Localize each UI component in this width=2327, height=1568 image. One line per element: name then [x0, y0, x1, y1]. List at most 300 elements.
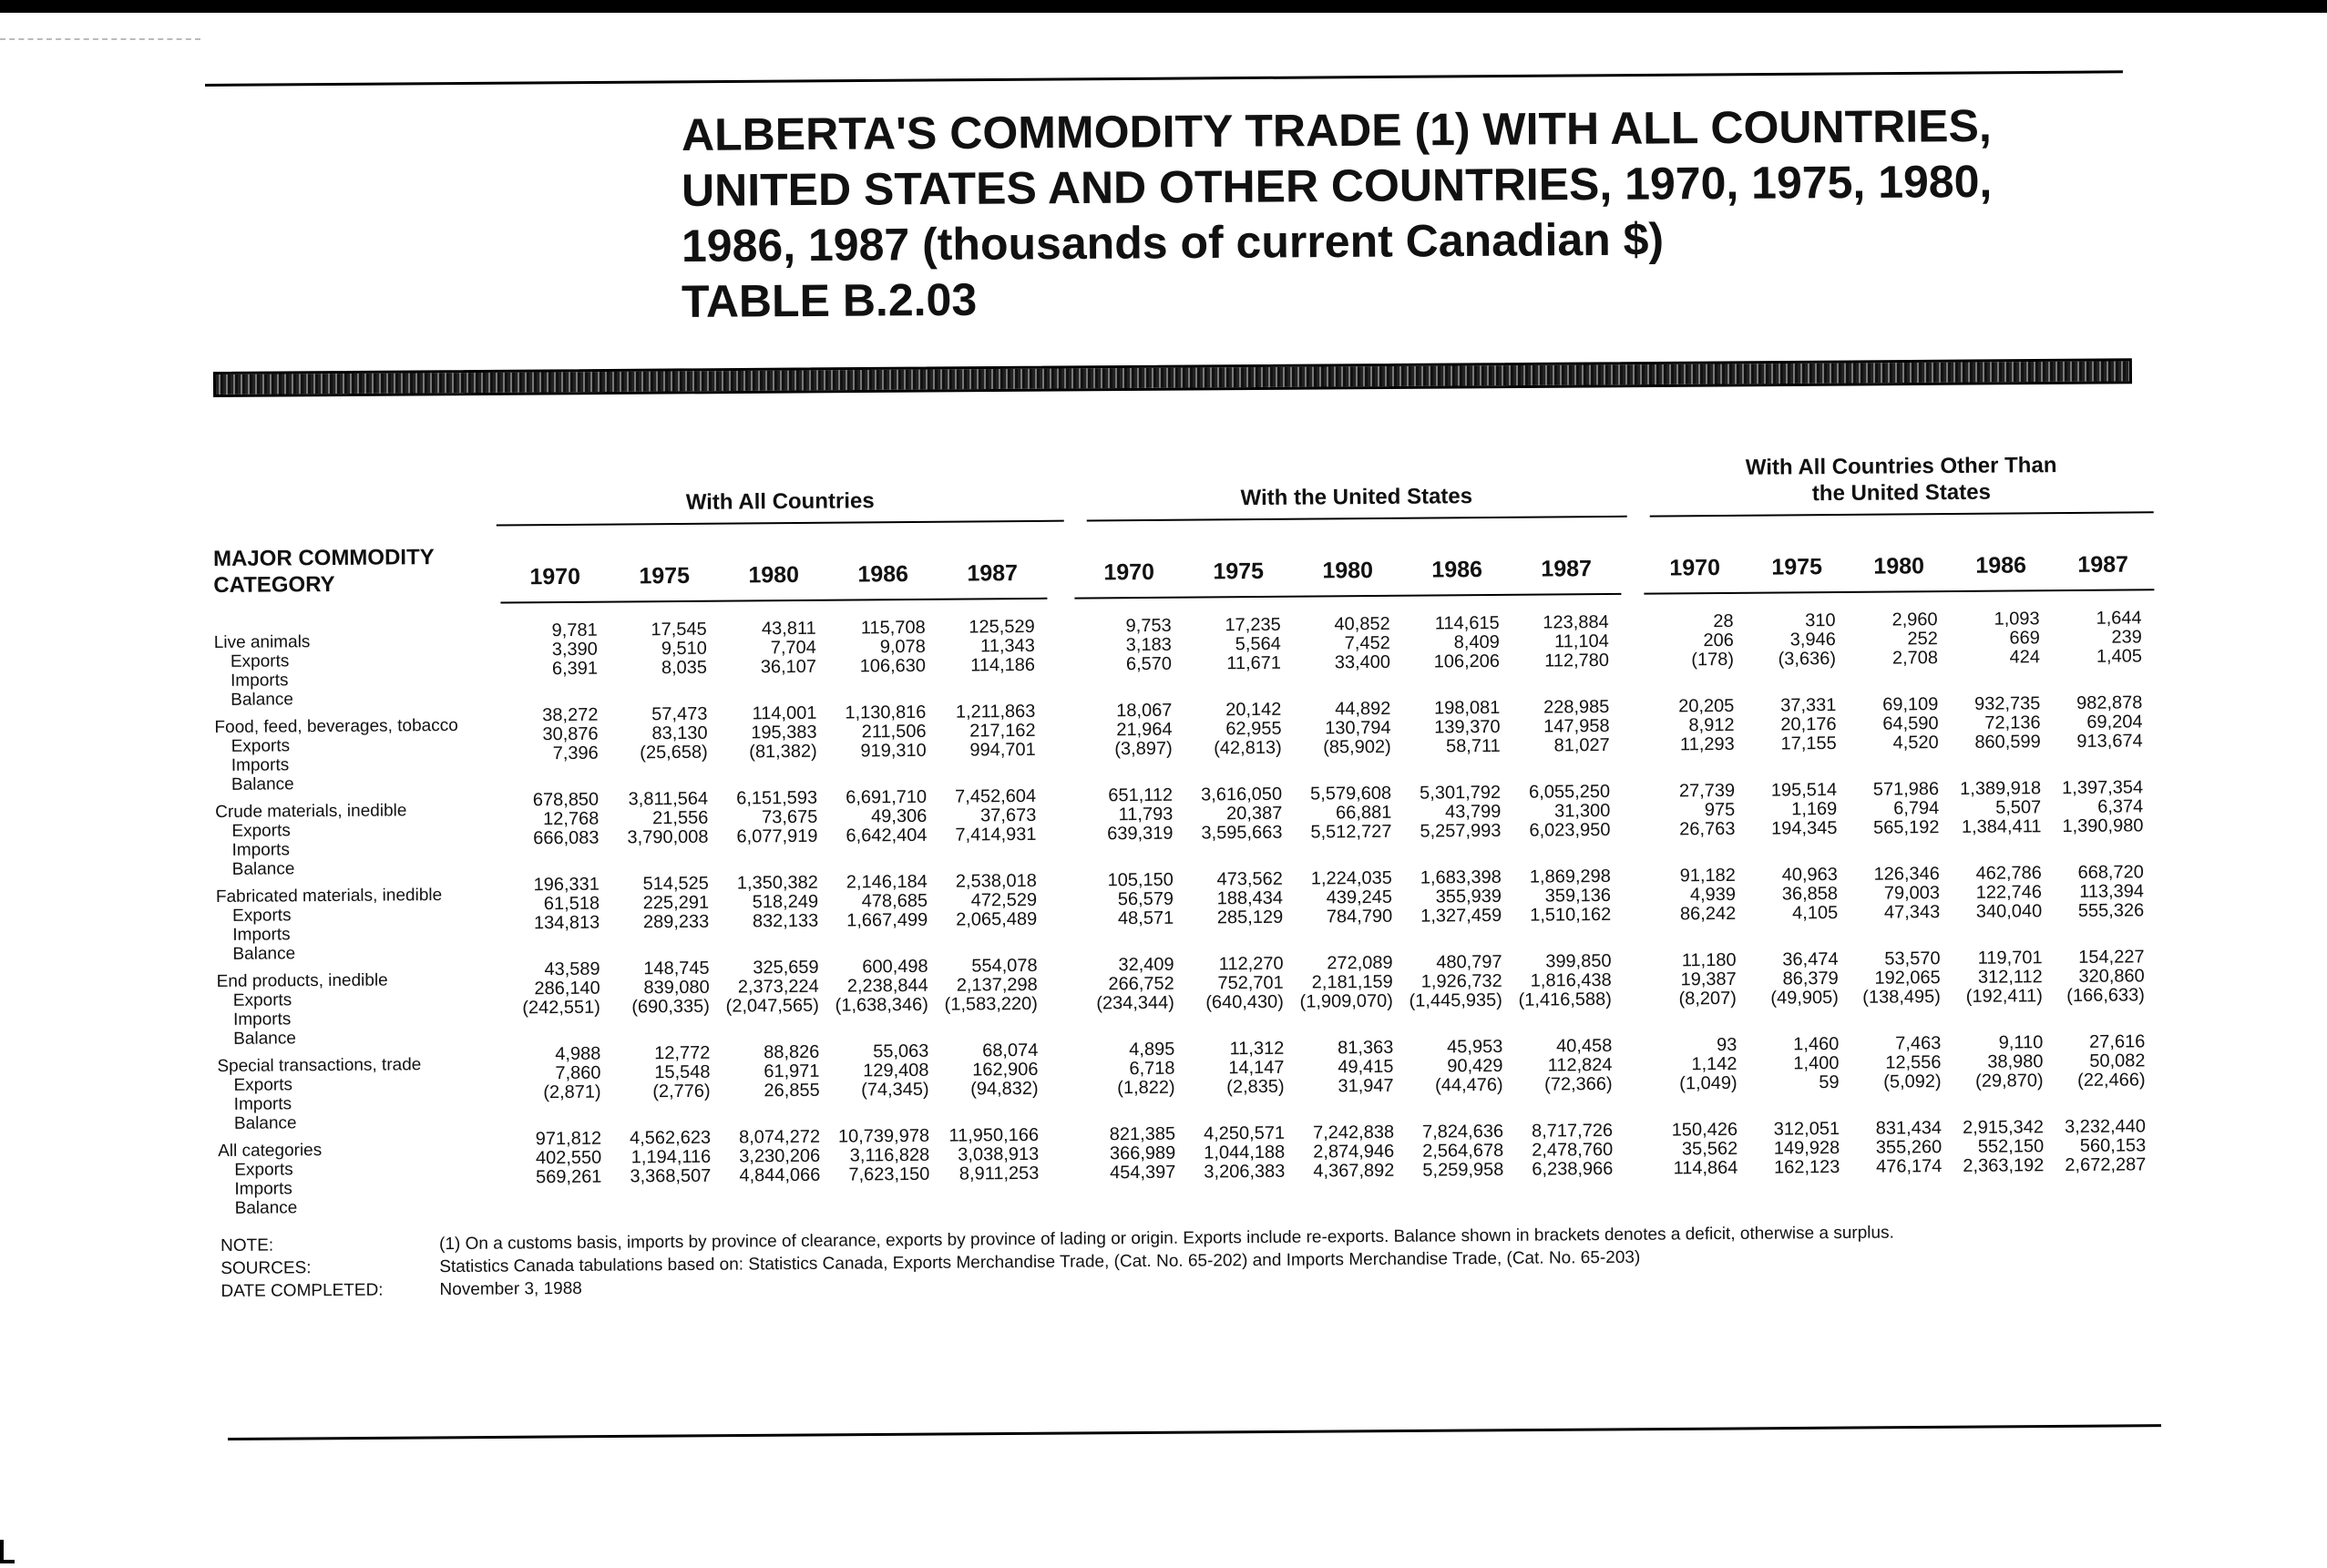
cell-value: 9,510: [661, 638, 707, 660]
cell-value: 195,383: [751, 722, 817, 743]
cell-value: 44,892: [1335, 698, 1391, 720]
cell-value: 310: [1805, 610, 1836, 631]
row-label: Exports: [234, 1160, 293, 1180]
cell-value: 3,038,913: [958, 1143, 1040, 1165]
cell-value: 272,089: [1327, 952, 1393, 974]
cell-value: (1,638,346): [835, 994, 929, 1016]
cell-value: 1,211,863: [955, 701, 1036, 723]
year-column: [1512, 698, 1623, 774]
cell-value: 1,816,438: [1530, 969, 1612, 991]
scan-corner-mark: [0, 1540, 15, 1563]
cell-value: 1,169: [1791, 799, 1838, 820]
cell-value: 1,142: [1691, 1053, 1738, 1075]
cell-value: (1,909,070): [1299, 990, 1393, 1012]
cell-value: 8,717,726: [1531, 1120, 1614, 1142]
cell-value: 971,812: [535, 1128, 602, 1150]
cell-value: 123,884: [1543, 611, 1609, 633]
year-column: [723, 958, 833, 1035]
year-column: [1953, 948, 2055, 1025]
year-headers-us: [1074, 556, 1621, 600]
cell-value: 11,343: [980, 635, 1035, 657]
cell-value: 9,781: [551, 620, 598, 641]
year-column: [504, 1045, 614, 1122]
year-column: [1747, 611, 1850, 688]
cell-value: 9,078: [879, 636, 926, 658]
year-column: [831, 873, 941, 949]
year-column: [2054, 778, 2157, 855]
year-column: [612, 875, 723, 951]
values-other: [1646, 938, 2158, 1027]
cell-value: 3,183: [1125, 634, 1172, 656]
values-us: [1075, 604, 1623, 693]
cell-value: 19,387: [1680, 968, 1737, 990]
heavy-divider-bar: [213, 358, 2132, 397]
year-column: [1747, 696, 1850, 773]
cell-value: 1,044,188: [1204, 1142, 1286, 1163]
year-headers-other: [1644, 551, 2154, 594]
row-label: Exports: [232, 906, 292, 926]
year-column: [501, 621, 611, 698]
year-column: [613, 1044, 723, 1121]
year-column: [1187, 1040, 1297, 1116]
cell-value: 26,763: [1679, 818, 1736, 840]
notes-section: [220, 1219, 2162, 1303]
cell-value: (72,366): [1544, 1073, 1613, 1095]
cell-value: 11,180: [1681, 949, 1737, 971]
year-column: [1184, 701, 1295, 777]
year-column: [614, 1129, 724, 1205]
cell-value: 225,291: [642, 892, 710, 914]
cell-value: 134,813: [533, 912, 600, 934]
cell-value: 355,260: [1875, 1137, 1943, 1158]
cell-value: 7,414,931: [955, 824, 1037, 845]
trade-table: [212, 422, 2159, 1218]
year-column: [723, 1043, 833, 1120]
cell-value: 188,434: [1216, 887, 1284, 909]
cell-value: 27,739: [1678, 780, 1736, 802]
year-column: [830, 788, 940, 865]
category-labels: [216, 952, 463, 1049]
cell-value: 114,186: [970, 654, 1036, 676]
cell-value: (640,430): [1205, 991, 1284, 1013]
cell-value: 4,844,066: [739, 1164, 821, 1186]
cell-value: 21,556: [652, 807, 709, 829]
year-header: 1986: [857, 561, 909, 588]
cell-value: 4,562,623: [629, 1127, 712, 1149]
cell-value: 196,331: [533, 874, 600, 896]
note-label: NOTE:: [220, 1235, 274, 1255]
cell-value: 2,146,184: [846, 871, 928, 893]
cell-value: 359,136: [1544, 885, 1612, 907]
values-us: [1076, 774, 1624, 863]
values-us: [1075, 689, 1623, 778]
cell-value: 125,529: [969, 616, 1035, 638]
cell-value: 639,319: [1107, 823, 1174, 845]
cell-value: 2,137,298: [956, 974, 1038, 996]
cell-value: 2,708: [1891, 648, 1939, 669]
cell-value: 1,224,035: [1310, 867, 1392, 889]
year-column: [1514, 867, 1625, 944]
cell-value: 4,988: [555, 1043, 601, 1065]
cell-value: (5,092): [1883, 1071, 1942, 1092]
cell-value: (25,658): [640, 742, 708, 764]
year-column: [2056, 1117, 2159, 1194]
cell-value: 68,074: [982, 1040, 1039, 1061]
year-column: [1078, 956, 1188, 1032]
year-column: [938, 702, 1049, 779]
row-label: Exports: [230, 651, 290, 671]
cell-value: 112,270: [1218, 953, 1284, 975]
year-column: [1406, 1038, 1516, 1114]
year-column: [1297, 1123, 1408, 1200]
cell-value: (2,776): [652, 1081, 711, 1102]
cell-value: 5,564: [1235, 633, 1281, 655]
cell-value: 58,711: [1445, 735, 1501, 757]
cell-value: 9,753: [1125, 615, 1172, 637]
title-line-1: ALBERTA'S COMMODITY TRADE (1) WITH ALL COUNTRIES,: [681, 99, 1992, 160]
values-all: [504, 1032, 1051, 1122]
year-column: [1294, 615, 1404, 692]
cell-value: 4,367,892: [1313, 1160, 1395, 1182]
cell-value: 17,235: [1225, 614, 1281, 636]
cell-value: 114,864: [1673, 1157, 1738, 1179]
cell-value: (1,583,220): [944, 993, 1038, 1015]
cell-value: 56,579: [1117, 888, 1174, 910]
year-column: [1647, 1036, 1750, 1112]
year-header: 1970: [529, 563, 581, 590]
year-column: [1296, 954, 1406, 1030]
cell-value: 565,192: [1873, 817, 1940, 838]
year-column: [1951, 610, 2054, 686]
cell-value: 1,397,354: [2062, 777, 2144, 799]
group-other-countries: [1649, 451, 2154, 517]
year-column: [1850, 780, 1953, 856]
cell-value: 162,906: [972, 1059, 1039, 1081]
cell-value: 43,811: [761, 618, 816, 640]
category-labels: [218, 1122, 465, 1218]
values-other: [1644, 600, 2155, 688]
cell-value: 217,162: [969, 720, 1036, 742]
year-column: [1078, 1040, 1188, 1117]
cell-value: 36,107: [760, 656, 817, 678]
cell-value: 106,630: [859, 655, 927, 677]
cell-value: 472,529: [970, 889, 1038, 911]
date-label: DATE COMPLETED:: [220, 1280, 384, 1301]
cell-value: 162,123: [1773, 1156, 1840, 1178]
cell-value: 476,174: [1875, 1156, 1943, 1177]
cell-value: 1,405: [2096, 646, 2143, 667]
cell-value: 678,850: [532, 789, 600, 811]
cell-value: 668,720: [2077, 862, 2144, 883]
row-label: Balance: [231, 859, 295, 879]
category-name: Fabricated materials, inedible: [215, 886, 443, 907]
cell-value: 2,874,946: [1313, 1141, 1395, 1163]
cell-value: 55,063: [873, 1040, 929, 1062]
cell-value: 1,390,980: [2062, 815, 2144, 837]
cell-value: 17,545: [651, 619, 707, 641]
year-column: [1076, 786, 1186, 863]
row-label: Imports: [234, 1179, 292, 1199]
cell-value: 7,704: [770, 637, 816, 659]
cell-value: 106,206: [1433, 651, 1501, 672]
cell-value: 38,272: [542, 704, 599, 726]
cell-value: 555,326: [2077, 900, 2145, 921]
cell-value: 312,051: [1773, 1118, 1840, 1140]
values-all: [502, 778, 1050, 867]
cell-value: 114,615: [1434, 612, 1500, 634]
cell-value: 1,384,411: [1961, 816, 2042, 837]
cell-value: 312,112: [1977, 967, 2043, 988]
year-column: [829, 703, 939, 780]
cell-value: (1,049): [1679, 1072, 1738, 1094]
cell-value: 7,623,150: [848, 1163, 930, 1185]
cell-value: 3,790,008: [627, 826, 709, 848]
cell-value: 252: [1907, 629, 1938, 650]
cell-value: 919,310: [860, 740, 927, 762]
cell-value: (178): [1691, 649, 1735, 671]
row-label: Balance: [231, 774, 294, 794]
year-header: 1970: [1669, 555, 1721, 581]
cell-value: 3,946: [1789, 630, 1836, 651]
cell-value: 36,474: [1782, 949, 1839, 970]
cell-value: (42,813): [1214, 737, 1282, 759]
cell-value: 1,644: [2096, 608, 2142, 629]
cell-value: 7,824,636: [1421, 1121, 1504, 1143]
cell-value: 1,194,116: [630, 1146, 712, 1168]
values-other: [1645, 769, 2157, 857]
cell-value: 480,797: [1436, 951, 1502, 973]
row-label: Balance: [233, 1029, 296, 1049]
cell-value: 149,928: [1773, 1137, 1840, 1159]
year-column: [1954, 1118, 2057, 1194]
year-column: [942, 1126, 1052, 1203]
cell-value: 86,242: [1679, 903, 1737, 925]
year-column: [939, 787, 1050, 864]
group-all-countries: [497, 487, 1064, 527]
year-column: [2055, 948, 2158, 1024]
cell-value: 6,691,710: [846, 786, 928, 808]
cell-value: 11,312: [1229, 1038, 1285, 1060]
cell-value: 5,301,792: [1420, 782, 1502, 804]
cell-value: 1,869,298: [1529, 866, 1611, 887]
cell-value: 2,181,159: [1311, 971, 1393, 993]
cell-value: 2,538,018: [955, 870, 1037, 892]
cell-value: 3,811,564: [628, 788, 709, 810]
year-header: 1980: [1873, 553, 1925, 579]
values-all: [503, 863, 1051, 952]
cell-value: 9,110: [1998, 1032, 2044, 1053]
values-all: [503, 948, 1051, 1037]
cell-value: (1,822): [1117, 1077, 1175, 1099]
cell-value: 6,077,919: [736, 825, 818, 847]
row-label: Imports: [231, 755, 290, 775]
cell-value: 1,350,382: [736, 872, 818, 894]
cell-value: 2,672,287: [2065, 1154, 2147, 1176]
cell-value: 211,506: [861, 721, 927, 743]
cell-value: 4,250,571: [1203, 1122, 1286, 1144]
cell-value: 340,040: [1975, 901, 2043, 922]
cell-value: 1,667,499: [846, 909, 928, 931]
cell-value: 6,642,404: [846, 825, 928, 846]
cell-value: 5,257,993: [1420, 820, 1502, 842]
title-line-2: UNITED STATES AND OTHER COUNTRIES, 1970, 1975, 1980,: [681, 155, 1993, 216]
cell-value: 43,799: [1445, 801, 1502, 823]
category-labels: [215, 783, 462, 879]
cell-value: 195,514: [1770, 780, 1838, 801]
values-all: [501, 693, 1049, 783]
category-column-header: MAJOR COMMODITY CATEGORY: [212, 545, 435, 598]
table-body: [213, 600, 2159, 1218]
year-column: [1296, 869, 1406, 946]
year-header: 1980: [748, 561, 800, 589]
cell-value: 88,826: [764, 1041, 820, 1063]
cell-value: 15,548: [654, 1061, 711, 1083]
year-header: 1980: [1322, 557, 1374, 584]
cell-value: 66,881: [1336, 802, 1392, 824]
cell-value: (22,466): [2077, 1070, 2146, 1091]
cell-value: 8,911,253: [958, 1163, 1040, 1184]
year-column: [610, 620, 721, 697]
row-label: Imports: [231, 840, 291, 860]
values-us: [1077, 858, 1625, 948]
cell-value: 14,147: [1228, 1057, 1285, 1079]
category-labels: [217, 1037, 464, 1133]
scan-artifact-line: [0, 38, 200, 40]
year-column: [2053, 609, 2156, 685]
cell-value: 366,989: [1109, 1143, 1176, 1164]
cell-value: 975: [1704, 799, 1736, 821]
cell-value: (3,897): [1114, 738, 1173, 760]
cell-value: 17,155: [1780, 733, 1837, 754]
cell-value: 2,960: [1891, 610, 1938, 630]
cell-value: 1,683,398: [1420, 866, 1502, 888]
values-us: [1079, 1112, 1626, 1202]
cell-value: 49,306: [871, 805, 928, 827]
date-text: November 3, 1988: [439, 1278, 582, 1300]
cell-value: 112,824: [1547, 1054, 1613, 1076]
row-label: Imports: [231, 671, 289, 691]
cell-value: 228,985: [1543, 696, 1610, 718]
cell-value: 6,794: [1893, 798, 1940, 819]
cell-value: 129,408: [863, 1060, 929, 1081]
year-column: [1646, 866, 1749, 943]
cell-value: (2,047,565): [725, 995, 820, 1017]
cell-value: 560,153: [2079, 1135, 2147, 1156]
cell-value: 1,926,732: [1420, 970, 1502, 992]
category-block: [218, 1108, 2159, 1218]
cell-value: (49,905): [1770, 988, 1839, 1009]
year-column: [832, 958, 942, 1034]
year-column: [1075, 702, 1185, 778]
cell-value: 91,182: [1679, 865, 1736, 886]
cell-value: (3,636): [1778, 649, 1837, 670]
cell-value: 86,379: [1782, 968, 1839, 989]
year-column: [504, 960, 614, 1037]
year-column: [833, 1127, 943, 1204]
year-column: [941, 957, 1051, 1033]
cell-value: 36,858: [1781, 884, 1839, 905]
cell-value: 473,562: [1216, 868, 1283, 890]
cell-value: (81,382): [749, 741, 817, 763]
cell-value: 150,426: [1671, 1119, 1738, 1141]
year-column: [501, 706, 611, 783]
cell-value: (1,416,588): [1518, 989, 1612, 1010]
group-label: With All Countries: [685, 488, 875, 515]
cell-value: 139,370: [1434, 716, 1501, 738]
year-column: [1849, 610, 1952, 687]
cell-value: 320,860: [2078, 966, 2145, 987]
cell-value: 21,964: [1116, 719, 1173, 741]
cell-value: 11,104: [1554, 630, 1609, 652]
cell-value: (74,345): [861, 1079, 929, 1101]
category-name: Food, feed, beverages, tobacco: [214, 715, 458, 737]
cell-value: 571,986: [1872, 779, 1940, 800]
cell-value: 28: [1713, 610, 1734, 632]
cell-value: 6,718: [1129, 1058, 1175, 1080]
cell-value: 50,082: [2089, 1050, 2146, 1071]
cell-value: 11,793: [1118, 804, 1174, 825]
cell-value: 569,261: [536, 1166, 602, 1188]
row-label: Exports: [231, 821, 291, 841]
cell-value: 4,939: [1689, 884, 1737, 906]
row-label: Balance: [234, 1198, 298, 1218]
cell-value: 1,130,816: [845, 702, 927, 723]
row-label: Balance: [233, 1113, 297, 1133]
cell-value: 2,564,678: [1422, 1140, 1504, 1162]
year-column: [940, 872, 1051, 948]
cell-value: 552,150: [1977, 1136, 2045, 1157]
year-column: [1077, 871, 1187, 948]
cell-value: 7,860: [555, 1062, 601, 1084]
cell-value: 18,067: [1116, 700, 1173, 722]
cell-value: 752,701: [1217, 972, 1284, 994]
cell-value: (166,633): [2066, 985, 2145, 1007]
cell-value: (234,344): [1096, 992, 1174, 1014]
cell-value: 5,507: [1995, 797, 2042, 818]
year-column: [1075, 617, 1185, 693]
cell-value: 49,415: [1338, 1056, 1394, 1078]
cell-value: 3,616,050: [1201, 784, 1283, 805]
category-name: Crude materials, inedible: [215, 801, 407, 822]
cell-value: 47,343: [1883, 902, 1941, 923]
year-column: [1648, 1121, 1751, 1197]
cell-value: 3,206,383: [1204, 1161, 1286, 1183]
cell-value: 206: [1703, 630, 1734, 651]
cell-value: 119,701: [1977, 948, 2043, 968]
cell-value: 32,409: [1118, 954, 1174, 976]
cell-value: 12,772: [654, 1042, 711, 1064]
year-column: [1748, 866, 1851, 942]
cell-value: (1,445,935): [1409, 989, 1502, 1011]
year-column: [1079, 1125, 1189, 1202]
cell-value: 148,745: [643, 958, 710, 979]
group-label: With All Countries Other Than the United States: [1745, 453, 2057, 507]
cell-value: 61,971: [764, 1061, 820, 1082]
values-us: [1077, 943, 1625, 1032]
cell-value: 79,003: [1883, 883, 1941, 904]
cell-value: (8,207): [1678, 988, 1737, 1009]
year-column: [611, 790, 722, 866]
cell-value: 6,570: [1125, 653, 1173, 675]
cell-value: 8,912: [1688, 714, 1735, 736]
cell-value: 6,238,966: [1532, 1158, 1614, 1180]
cell-value: (690,335): [631, 996, 711, 1018]
year-column: [1405, 953, 1515, 1030]
cell-value: 37,331: [1780, 695, 1837, 716]
cell-value: 53,570: [1884, 948, 1941, 969]
cell-value: 355,939: [1435, 886, 1502, 907]
sources-text: Statistics Canada tabulations based on: Statistics Canada, Exports Merchandise Trade, (Cat. No. 65-202) and Imports Merchandise Trade, (Cat. No. 65-203): [439, 1247, 1641, 1277]
